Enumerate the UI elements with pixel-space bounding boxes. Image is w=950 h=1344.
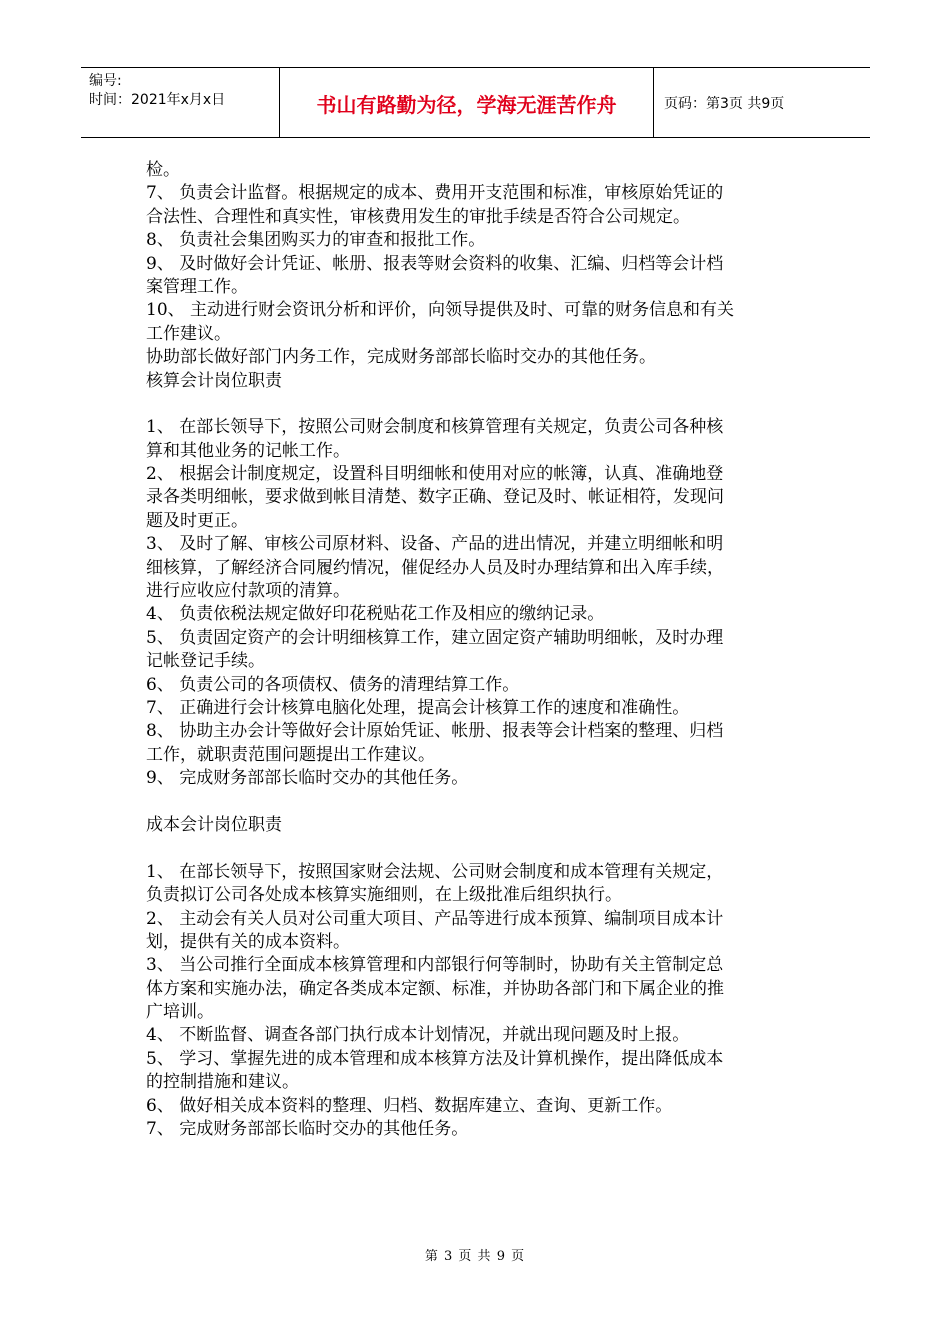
text-line: 进行应收应付款项的清算。 (146, 581, 350, 602)
text-line: 的控制措施和建议。 (146, 1072, 299, 1093)
page-footer: 第 3 页 共 9 页 (424, 1249, 526, 1264)
text-line: 4、 负责依税法规定做好印花税贴花工作及相应的缴纳记录。 (146, 604, 605, 625)
text-line: 1、 在部长领导下，按照公司财会制度和核算管理有关规定，负责公司各种核 (146, 417, 724, 438)
text-line: 6、 负责公司的各项债权、债务的清理结算工作。 (146, 674, 520, 695)
text-line: 4、 不断监督、调查各部门执行成本计划情况，并就出现问题及时上报。 (146, 1025, 690, 1046)
text-line: 10、 主动进行财会资讯分析和评价，向领导提供及时、可靠的财务信息和有关 (146, 300, 735, 321)
text-line: 7、 负责会计监督。根据规定的成本、费用开支范围和标准，审核原始凭证的 (146, 183, 724, 204)
text-line: 8、 协助主办会计等做好会计原始凭证、帐册、报表等会计档案的整理、归档 (146, 721, 724, 742)
text-line: 负责拟订公司各处成本核算实施细则，在上级批准后组织执行。 (146, 885, 622, 906)
text-line: 8、 负责社会集团购买力的审查和报批工作。 (146, 230, 486, 251)
text-line: 6、 做好相关成本资料的整理、归档、数据库建立、查询、更新工作。 (146, 1095, 673, 1116)
text-line: 核算会计岗位职责 (146, 370, 282, 391)
text-line: 体方案和实施办法，确定各类成本定额、标准，并协助各部门和下属企业的推 (146, 978, 724, 999)
text-line: 5、 学习、掌握先进的成本管理和成本核算方法及计算机操作，提出降低成本 (146, 1048, 724, 1069)
text-line: 2、 主动会有关人员对公司重大项目、产品等进行成本预算、编制项目成本计 (146, 908, 724, 929)
text-line: 题及时更正。 (146, 510, 248, 531)
header-motto: 书山有路勤为径，学海无涯苦作舟 (280, 68, 654, 137)
text-line: 9、 及时做好会计凭证、帐册、报表等财会资料的收集、汇编、归档等会计档 (146, 253, 724, 274)
header-page-code: 页码：第3页 共9页 (664, 95, 785, 112)
text-line: 工作建议。 (146, 323, 231, 344)
text-line: 录各类明细帐，要求做到帐目清楚、数字正确、登记及时、帐证相符，发现问 (146, 487, 724, 508)
text-line: 7、 完成财务部部长临时交办的其他任务。 (146, 1119, 469, 1140)
text-line: 协助部长做好部门内务工作，完成财务部部长临时交办的其他任务。 (146, 347, 656, 368)
text-line: 成本会计岗位职责 (146, 814, 282, 835)
text-line: 记帐登记手续。 (146, 651, 265, 672)
text-line: 7、 正确进行会计核算电脑化处理，提高会计核算工作的速度和准确性。 (146, 697, 690, 718)
document-time: 时间：2021年x月x日 (89, 92, 226, 108)
text-line: 合法性、合理性和真实性，审核费用发生的审批手续是否符合公司规定。 (146, 206, 690, 227)
page-header (81, 67, 870, 138)
document-body (146, 159, 806, 1141)
text-line: 检。 (146, 160, 180, 180)
text-line (146, 791, 806, 814)
text-line: 2、 根据会计制度规定，设置科目明细帐和使用对应的帐簿，认真、准确地登 (146, 464, 724, 485)
text-line: 划，提供有关的成本资料。 (146, 931, 350, 952)
text-line: 5、 负责固定资产的会计明细核算工作，建立固定资产辅助明细帐，及时办理 (146, 627, 724, 648)
text-line: 1、 在部长领导下，按照国家财会法规、公司财会制度和成本管理有关规定， (146, 861, 724, 882)
text-line (146, 837, 806, 860)
text-line: 3、 当公司推行全面成本核算管理和内部银行何等制时，协助有关主管制定总 (146, 955, 724, 976)
header-meta (81, 68, 280, 137)
document-number-label: 编号: (89, 73, 122, 89)
text-line: 广培训。 (146, 1002, 214, 1023)
text-line: 算和其他业务的记帐工作。 (146, 440, 350, 461)
text-line: 3、 及时了解、审核公司原材料、设备、产品的进出情况，并建立明细帐和明 (146, 534, 724, 555)
text-line: 9、 完成财务部部长临时交办的其他任务。 (146, 768, 469, 789)
text-line (146, 393, 806, 416)
text-line: 案管理工作。 (146, 276, 248, 297)
text-line: 细核算，了解经济合同履约情况，催促经办人员及时办理结算和出入库手续， (146, 557, 724, 578)
text-line: 工作，就职责范围问题提出工作建议。 (146, 744, 435, 765)
